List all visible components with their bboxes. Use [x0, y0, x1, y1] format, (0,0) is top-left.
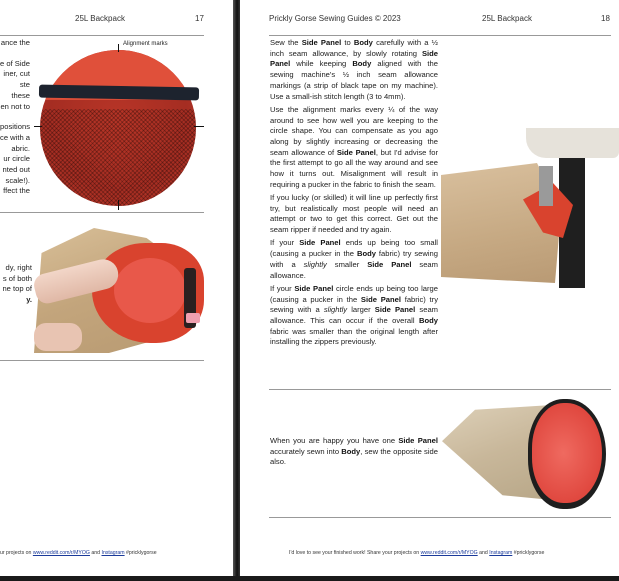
instructions-text [270, 38, 438, 351]
instagram-link[interactable]: Instagram [489, 550, 513, 556]
bag-turned-inside-out-image [34, 218, 204, 355]
body-text-fragment [0, 38, 30, 197]
alignment-mark-right [194, 126, 204, 127]
machine-arm [526, 128, 619, 158]
page-gutter [233, 0, 240, 581]
text-line: positions [0, 122, 30, 132]
text-line: scale!). [5, 175, 30, 185]
text-line: en not to [0, 101, 30, 111]
text-line: y. [26, 295, 32, 305]
footer-hashtag: #pricklygorse [512, 550, 545, 556]
section-rule [0, 212, 204, 213]
instagram-link[interactable]: Instagram [101, 550, 125, 556]
text-line: dy, right [5, 263, 32, 272]
paragraph-6: When you are happy you have one Side Panel accurately sewn into Body, sew the opposite side also. [270, 436, 438, 467]
paragraph-1: Sew the Side Panel to Body carefully with a ½ inch seam allowance, by slowly rotating Side Panel while keeping Body aligned with the sewing machine's ½ inch seam allowance markings (a strip of black tape on my machine). Use a small-ish stitch length (3 to 4mm). [270, 38, 438, 101]
presser-foot [539, 166, 553, 206]
text-line: e of Side [0, 58, 30, 68]
paragraph-4: If your Side Panel ends up being too small (causing a pucker in the Body fabric) try sewing with a slightly smaller Side Panel seam allowance. [270, 238, 438, 280]
alignment-marks-label: Alignment marks [123, 41, 168, 47]
page-number: 17 [195, 14, 204, 23]
page-footer [289, 550, 544, 556]
side-panel-circle-image [34, 40, 204, 210]
sewing-machine-image [441, 128, 619, 298]
reddit-link[interactable]: www.reddit.com/r/MYOG [420, 550, 478, 556]
page-header-left: Prickly Gorse Sewing Guides © 2023 [269, 14, 401, 23]
text-line: iner, cut [3, 69, 30, 79]
paragraph-2: Use the alignment marks every ¼ of the way around to see how well you are keeping to the circle shape. You can compensate as you ago along by slightly increasing or decreasing the seam allowance of Side Panel, but I'd advise for the first attempt to go all the way around and see how it turns out. Misalignment will result in requiring a pucker in the fabric to finish the seam. [270, 104, 438, 189]
document-page-18 [240, 0, 619, 576]
footer-text: I'd love to see your finished work! Share your projects on [289, 550, 421, 556]
alignment-mark-top [118, 44, 119, 52]
pink-clip [186, 313, 200, 323]
section-rule [0, 360, 204, 361]
footer-text: and [89, 550, 102, 556]
text-line: ance the [0, 38, 30, 47]
text-line: ste these [11, 80, 30, 100]
hand-thumb [34, 323, 82, 351]
text-line: ce with a [0, 132, 30, 142]
reddit-link[interactable]: www.reddit.com/r/MYOG [32, 550, 90, 556]
text-line: ur circle [3, 154, 30, 164]
page-footer [0, 550, 157, 556]
alignment-mark-left [34, 126, 42, 127]
paragraph-3: If you lucky (or skilled) it will line up perfectly first try, but realistically most people will need an attempt or two to get this correct. Get out the seam ripper if needed and try again. [270, 193, 438, 235]
section-rule [269, 389, 611, 390]
text-line: abric. [11, 143, 30, 153]
header-rule [0, 35, 204, 36]
page-header-title: 25L Backpack [75, 14, 125, 23]
text-line: ffect the [3, 186, 30, 196]
text-line: nted out [2, 165, 30, 175]
alignment-mark-bottom [118, 200, 119, 210]
red-side-panel [532, 403, 602, 503]
text-line: ne top of [2, 284, 32, 294]
section-rule [269, 517, 611, 518]
footer-text: and [477, 550, 490, 556]
footer-text: ur projects on [0, 550, 33, 556]
text-line: s of both [2, 273, 32, 283]
page-header-title: 25L Backpack [482, 14, 532, 23]
sewn-bag-image [440, 393, 610, 515]
zipper-tape [39, 85, 199, 101]
body-text-fragment-2 [0, 263, 32, 306]
paragraph-5: If your Side Panel circle ends up being too large (causing a pucker in the Side Panel fabric) try sewing with a slightly larger Side Panel seam allowance. This can occur if the overall Body fabric was smaller than the original length after installing the zippers previously. [270, 283, 438, 347]
final-instruction [270, 436, 438, 471]
viewer-bottom-edge [0, 576, 619, 581]
red-side-panel [114, 258, 186, 323]
header-rule [269, 35, 611, 36]
page-number: 18 [601, 14, 610, 23]
footer-hashtag: #pricklygorse [124, 550, 157, 556]
document-page-17 [0, 0, 233, 576]
